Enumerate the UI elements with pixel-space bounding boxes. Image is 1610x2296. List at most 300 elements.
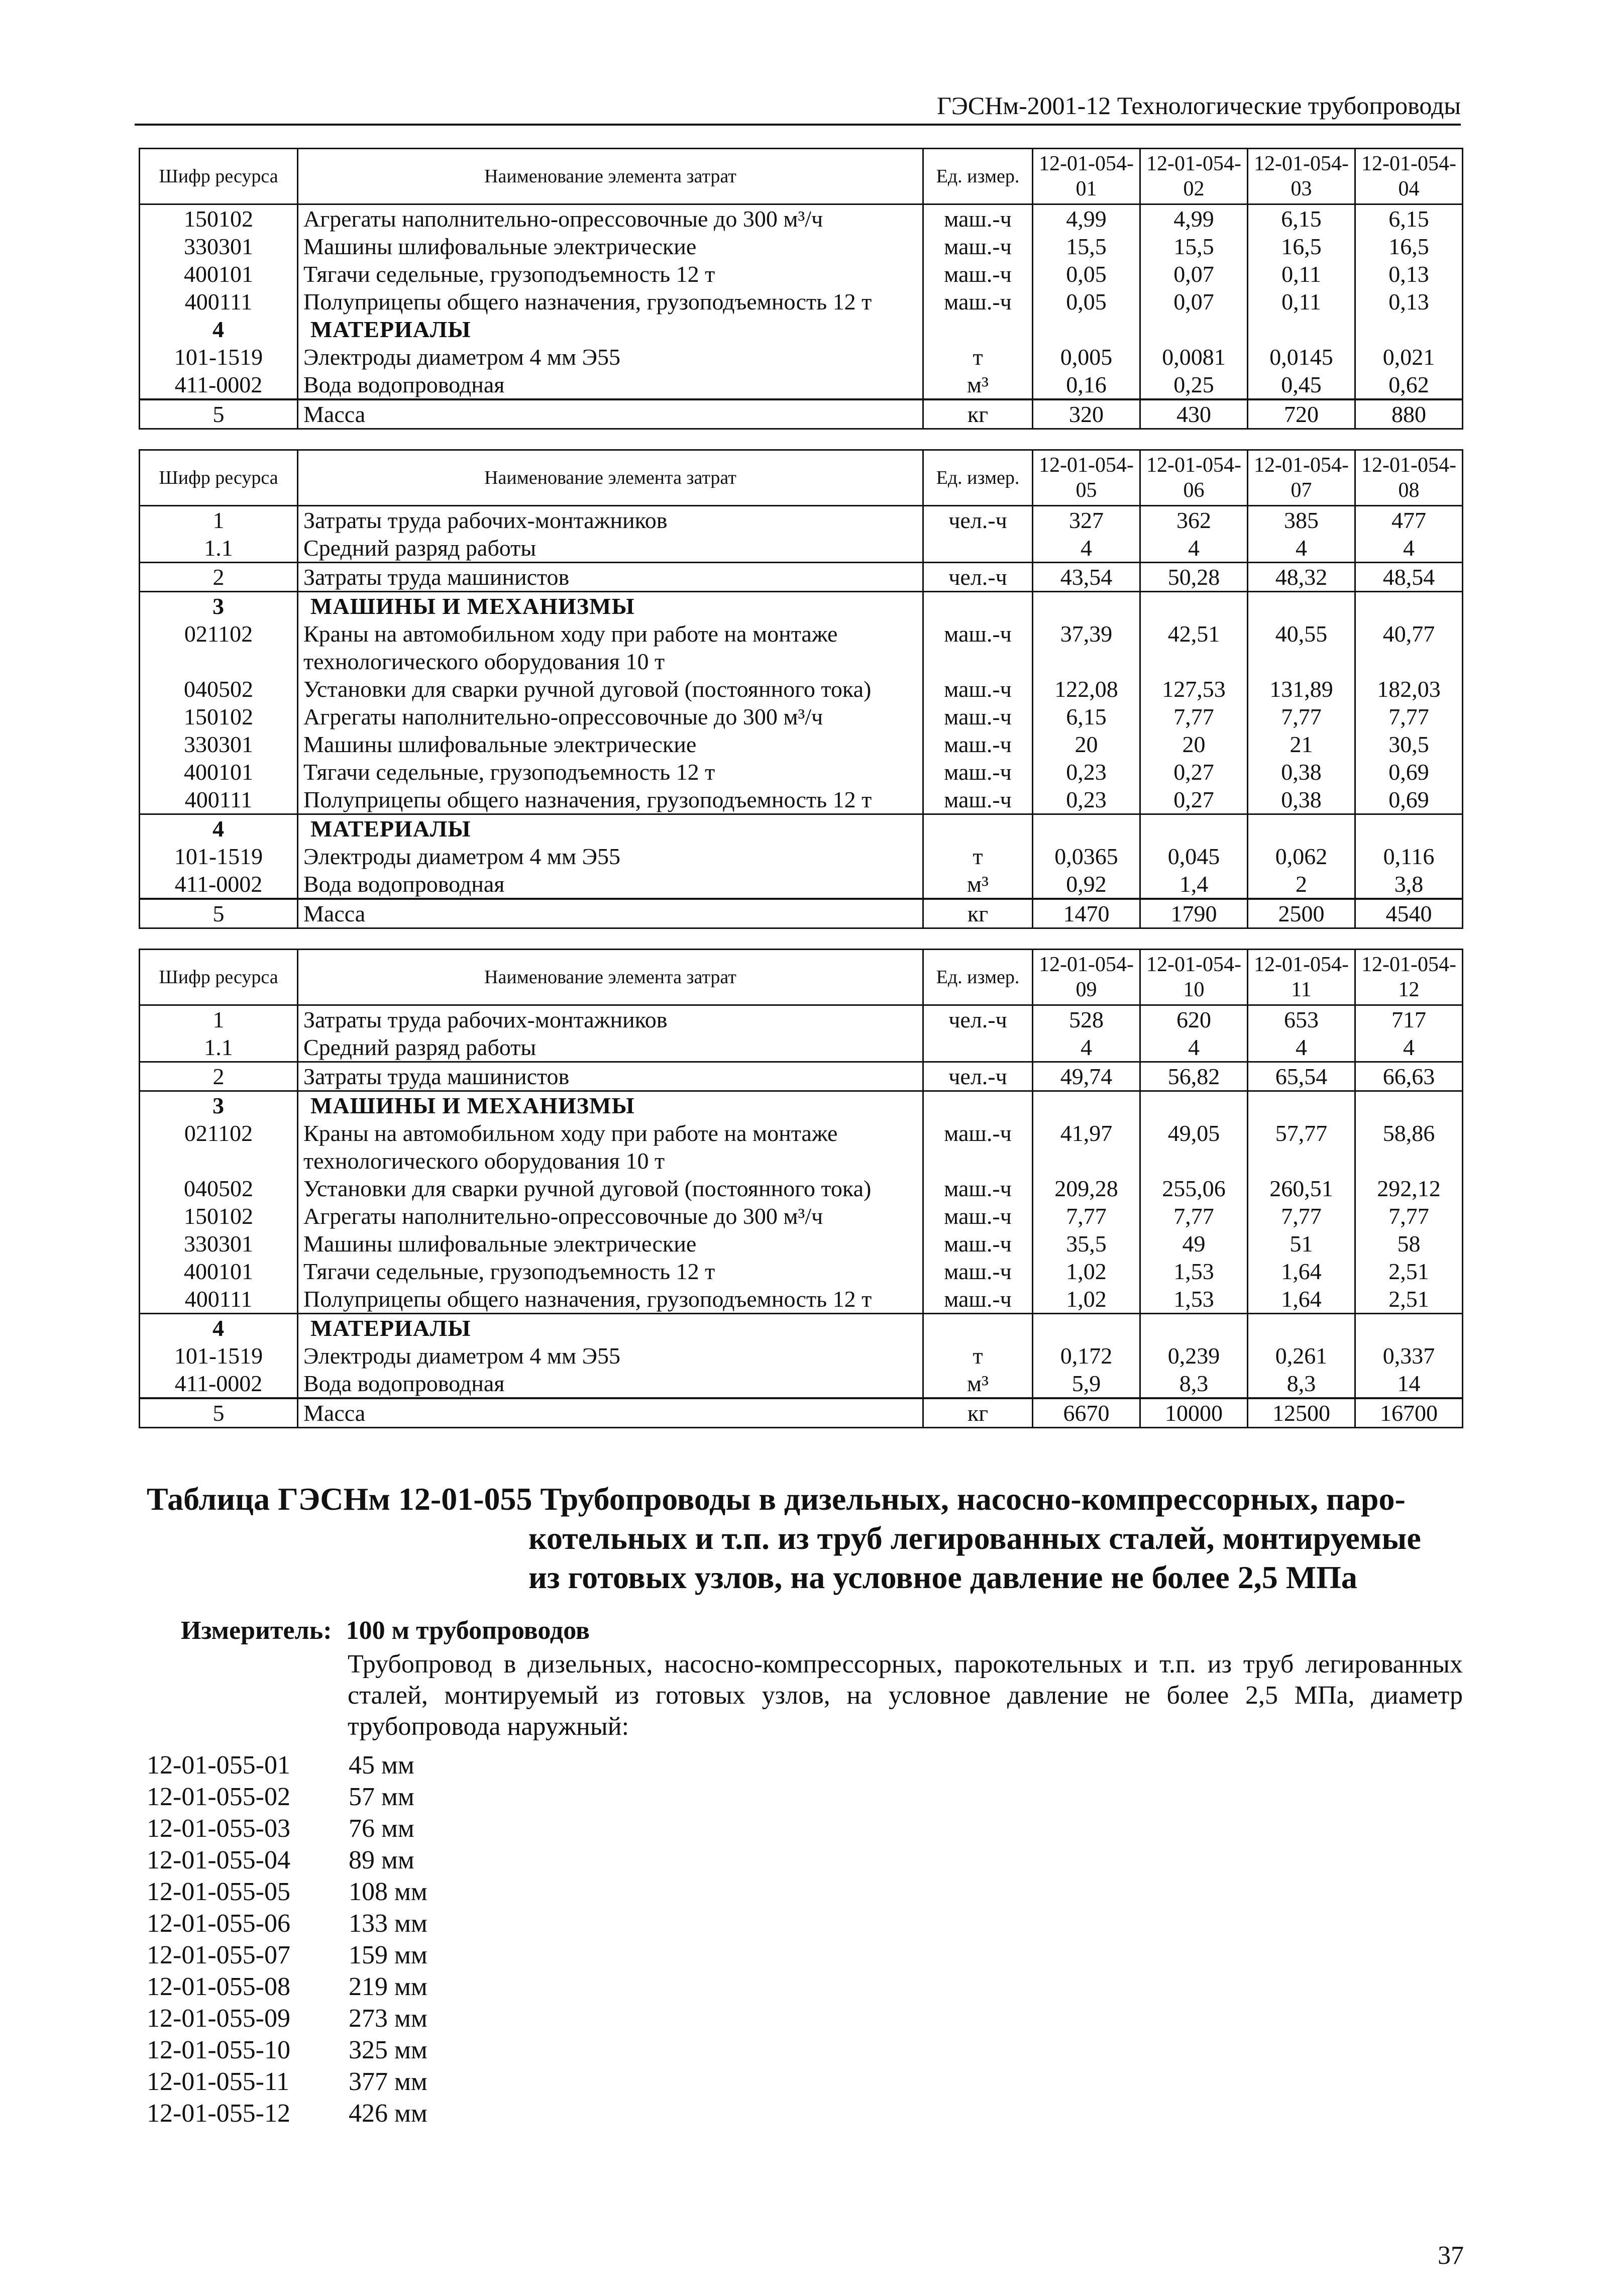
resource-value: 50,28 [1140,563,1248,592]
resource-value: 7,77 [1355,1202,1463,1230]
position-item [147,1844,427,1876]
resource-value: 48,54 [1355,563,1463,592]
resource-name: Электроды диаметром 4 мм Э55 [298,843,923,870]
position-code: 12-01-055-10 [147,2036,290,2064]
resource-unit: маш.-ч [923,288,1033,316]
section-row [140,1314,1463,1342]
resource-code: 101-1519 [140,343,298,371]
resource-value: 0,69 [1355,786,1463,814]
resource-value: 35,5 [1033,1230,1140,1258]
resource-value: 122,08 [1033,675,1140,703]
resource-value: 0,05 [1033,288,1140,316]
resource-unit: маш.-ч [923,260,1033,288]
resource-value: 1470 [1033,899,1140,928]
resource-table-2 [139,449,1463,929]
table-row [140,870,1463,899]
resource-value: 0,337 [1355,1342,1463,1370]
resource-unit: кг [923,899,1033,928]
resource-unit [923,1314,1033,1342]
position-item [147,1749,427,1781]
table-row [140,675,1463,703]
column-header-unit: Ед. измер. [923,450,1033,506]
section-title-line-3: из готовых узлов, на условное давление не более 2,5 МПа [528,1559,1357,1595]
resource-value: 15,5 [1033,233,1140,260]
resource-name: Машины шлифовальные электрические [298,1230,923,1258]
resource-value [1033,814,1140,843]
resource-code: 330301 [140,730,298,758]
resource-value: 0,23 [1033,786,1140,814]
column-header-unit: Ед. измер. [923,149,1033,204]
resource-name: МАТЕРИАЛЫ [298,316,923,343]
resource-value [1248,1091,1355,1120]
resource-value: 7,77 [1248,703,1355,730]
table-row [140,399,1463,429]
resource-unit [923,814,1033,843]
table-row [140,1202,1463,1230]
position-item [147,2066,427,2098]
table-row [140,260,1463,288]
meter-value: 100 м трубопроводов [346,1616,590,1645]
resource-value: 260,51 [1248,1175,1355,1202]
table-row [140,1062,1463,1091]
resource-value: 16,5 [1248,233,1355,260]
resource-value: 15,5 [1140,233,1248,260]
resource-value: 51 [1248,1230,1355,1258]
resource-value: 4 [1140,1033,1248,1062]
resource-name: Масса [298,1398,923,1428]
resource-value: 720 [1248,399,1355,429]
resource-name: МАТЕРИАЛЫ [298,1314,923,1342]
resource-unit: чел.-ч [923,506,1033,535]
position-diameter: 89 мм [349,1846,414,1874]
resource-value [1248,1314,1355,1342]
position-code: 12-01-055-09 [147,2004,290,2033]
resource-code: 101-1519 [140,843,298,870]
resource-value: 6,15 [1355,204,1463,233]
resource-name: Затраты труда машинистов [298,1062,923,1091]
column-header-norm-code: 12-01-054-11 [1248,950,1355,1005]
resource-unit: маш.-ч [923,758,1033,786]
position-item [147,1971,427,2003]
resource-unit: м³ [923,1370,1033,1398]
resource-name: Полуприцепы общего назначения, грузоподъемность 12 т [298,288,923,316]
resource-value: 1,53 [1140,1258,1248,1285]
resource-value: 1790 [1140,899,1248,928]
resource-value: 131,89 [1248,675,1355,703]
section-title-line-1: Таблица ГЭСНм 12-01-055 Трубопроводы в дизельных, насосно-компрессорных, паро- [147,1481,1406,1517]
resource-unit: маш.-ч [923,1285,1033,1314]
resource-name: Масса [298,899,923,928]
resource-value: 4540 [1355,899,1463,928]
resource-code: 2 [140,563,298,592]
table-row [140,534,1463,563]
resource-value [1140,1091,1248,1120]
resource-value: 40,55 [1248,620,1355,675]
position-code: 12-01-055-07 [147,1941,290,1969]
resource-value: 48,32 [1248,563,1355,592]
resource-value: 320 [1033,399,1140,429]
resource-value: 57,77 [1248,1119,1355,1175]
position-code: 12-01-055-08 [147,1972,290,2001]
table-row [140,620,1463,675]
resource-code: 411-0002 [140,1370,298,1398]
resource-unit: маш.-ч [923,1230,1033,1258]
resource-unit: маш.-ч [923,1258,1033,1285]
position-code: 12-01-055-02 [147,1783,290,1811]
resource-unit: маш.-ч [923,675,1033,703]
resource-unit: маш.-ч [923,620,1033,675]
resource-value: 0,27 [1140,786,1248,814]
page-number: 37 [1438,2241,1464,2270]
resource-value [1033,316,1140,343]
section-title-line-2: котельных и т.п. из труб легированных сталей, монтируемые [528,1520,1421,1556]
resource-name: Агрегаты наполнительно-опрессовочные до 300 м³/ч [298,204,923,233]
resource-value: 20 [1033,730,1140,758]
resource-value: 7,77 [1140,1202,1248,1230]
resource-value: 49 [1140,1230,1248,1258]
column-header-norm-code: 12-01-054-10 [1140,950,1248,1005]
position-code: 12-01-055-01 [147,1751,290,1780]
resource-unit [923,316,1033,343]
table-row [140,786,1463,814]
section-title [147,1480,1463,1597]
resource-value: 4,99 [1033,204,1140,233]
resource-unit [923,1033,1033,1062]
resource-unit: маш.-ч [923,703,1033,730]
resource-code: 150102 [140,703,298,730]
resource-value: 14 [1355,1370,1463,1398]
resource-value: 0,13 [1355,260,1463,288]
resource-value: 4 [1248,534,1355,563]
table-row [140,1342,1463,1370]
resource-code: 040502 [140,675,298,703]
resource-code: 1 [140,506,298,535]
resource-name: Электроды диаметром 4 мм Э55 [298,1342,923,1370]
column-header-norm-code: 12-01-054-07 [1248,450,1355,506]
position-item [147,2034,427,2066]
running-title: ГЭСНм-2001-12 Технологические трубопроводы [936,91,1461,120]
resource-value: 0,11 [1248,260,1355,288]
position-item [147,1813,427,1844]
resource-unit: маш.-ч [923,786,1033,814]
resource-unit: т [923,1342,1033,1370]
resource-name: МАШИНЫ И МЕХАНИЗМЫ [298,1091,923,1120]
resource-value: 66,63 [1355,1062,1463,1091]
table-row [140,204,1463,233]
position-code: 12-01-055-12 [147,2099,290,2128]
column-header-norm-code: 12-01-054-09 [1033,950,1140,1005]
resource-code: 411-0002 [140,870,298,899]
resource-value: 2,51 [1355,1285,1463,1314]
resource-value: 0,25 [1140,371,1248,399]
resource-value: 7,77 [1140,703,1248,730]
table-row [140,1033,1463,1062]
resource-value: 20 [1140,730,1248,758]
resource-name: Масса [298,399,923,429]
position-diameter: 219 мм [349,1972,427,2001]
resource-code: 1 [140,1005,298,1034]
resource-unit [923,592,1033,620]
position-code: 12-01-055-03 [147,1814,290,1843]
resource-value: 16,5 [1355,233,1463,260]
page-header [135,90,1461,126]
position-item [147,1939,427,1971]
resource-value: 717 [1355,1005,1463,1034]
resource-value: 4 [1355,1033,1463,1062]
resource-value: 1,02 [1033,1258,1140,1285]
resource-code: 400111 [140,786,298,814]
resource-value [1248,814,1355,843]
resource-unit [923,1091,1033,1120]
resource-unit: чел.-ч [923,1062,1033,1091]
resource-table-1 [139,148,1463,430]
table-row [140,1258,1463,1285]
position-diameter: 159 мм [349,1941,427,1969]
position-item [147,1876,427,1908]
resource-value: 0,261 [1248,1342,1355,1370]
resource-value: 0,11 [1248,288,1355,316]
resource-value: 49,74 [1033,1062,1140,1091]
position-item [147,2098,427,2129]
resource-value: 0,23 [1033,758,1140,786]
resource-value: 1,53 [1140,1285,1248,1314]
resource-value [1355,316,1463,343]
resource-unit: м³ [923,870,1033,899]
resource-name: Вода водопроводная [298,1370,923,1398]
resource-name: Тягачи седельные, грузоподъемность 12 т [298,758,923,786]
resource-value: 0,62 [1355,371,1463,399]
resource-unit: чел.-ч [923,1005,1033,1034]
section-row [140,592,1463,620]
position-diameter: 76 мм [349,1814,414,1843]
resource-code: 1.1 [140,1033,298,1062]
resource-value: 0,045 [1140,843,1248,870]
resource-value: 362 [1140,506,1248,535]
resource-value: 1,64 [1248,1258,1355,1285]
resource-code: 4 [140,814,298,843]
resource-code: 1.1 [140,534,298,563]
column-header-unit: Ед. измер. [923,950,1033,1005]
resource-code: 4 [140,1314,298,1342]
resource-name: Тягачи седельные, грузоподъемность 12 т [298,1258,923,1285]
resource-code: 150102 [140,204,298,233]
resource-value: 16700 [1355,1398,1463,1428]
table-row [140,758,1463,786]
table-row [140,1398,1463,1428]
resource-name: Тягачи седельные, грузоподъемность 12 т [298,260,923,288]
resource-value [1355,1091,1463,1120]
resource-name: Агрегаты наполнительно-опрессовочные до 300 м³/ч [298,703,923,730]
resource-name: Краны на автомобильном ходу при работе на монтаже технологического оборудования 10 т [298,1119,923,1175]
resource-value [1033,1091,1140,1120]
resource-value: 0,69 [1355,758,1463,786]
resource-value: 880 [1355,399,1463,429]
resource-unit: кг [923,1398,1033,1428]
resource-value: 42,51 [1140,620,1248,675]
column-header-code: Шифр ресурса [140,149,298,204]
position-code: 12-01-055-05 [147,1877,290,1906]
resource-value: 4 [1355,534,1463,563]
position-item [147,2003,427,2034]
resource-value: 182,03 [1355,675,1463,703]
resource-value: 4 [1140,534,1248,563]
resource-unit: маш.-ч [923,233,1033,260]
resource-value: 12500 [1248,1398,1355,1428]
position-diameter: 133 мм [349,1909,427,1938]
table-row [140,1370,1463,1398]
resource-value: 0,116 [1355,843,1463,870]
resource-code: 330301 [140,233,298,260]
resource-code: 150102 [140,1202,298,1230]
resource-value [1033,592,1140,620]
position-diameter: 57 мм [349,1783,414,1811]
resource-code: 5 [140,899,298,928]
position-diameter: 45 мм [349,1751,414,1780]
measurement-unit [181,1615,590,1646]
resource-value: 56,82 [1140,1062,1248,1091]
resource-value [1355,814,1463,843]
column-header-code: Шифр ресурса [140,450,298,506]
resource-value: 0,021 [1355,343,1463,371]
table-row [140,703,1463,730]
resource-name: Электроды диаметром 4 мм Э55 [298,343,923,371]
table-row [140,1005,1463,1034]
resource-value [1248,592,1355,620]
resource-value [1033,1314,1140,1342]
resource-value: 8,3 [1248,1370,1355,1398]
table-row [140,843,1463,870]
resource-value: 3,8 [1355,870,1463,899]
resource-value: 65,54 [1248,1062,1355,1091]
resource-code: 4 [140,316,298,343]
resource-value: 528 [1033,1005,1140,1034]
column-header-name: Наименование элемента затрат [298,149,923,204]
table-row [140,506,1463,535]
resource-value: 58,86 [1355,1119,1463,1175]
resource-table-3 [139,949,1463,1428]
resource-code: 400101 [140,260,298,288]
resource-value: 0,13 [1355,288,1463,316]
resource-unit: чел.-ч [923,563,1033,592]
resource-value: 10000 [1140,1398,1248,1428]
resource-value: 0,16 [1033,371,1140,399]
resource-code: 400101 [140,1258,298,1285]
resource-value [1248,316,1355,343]
resource-code: 330301 [140,1230,298,1258]
resource-value [1140,592,1248,620]
resource-value [1140,1314,1248,1342]
resource-value: 21 [1248,730,1355,758]
resource-value [1355,592,1463,620]
resource-unit: маш.-ч [923,1119,1033,1175]
resource-value: 127,53 [1140,675,1248,703]
resource-code: 411-0002 [140,371,298,399]
resource-value: 0,05 [1033,260,1140,288]
resource-name: Полуприцепы общего назначения, грузоподъемность 12 т [298,1285,923,1314]
resource-value: 1,64 [1248,1285,1355,1314]
resource-name: Агрегаты наполнительно-опрессовочные до 300 м³/ч [298,1202,923,1230]
resource-unit: маш.-ч [923,730,1033,758]
resource-value: 5,9 [1033,1370,1140,1398]
table-row [140,1119,1463,1175]
position-diameter: 377 мм [349,2067,427,2096]
position-code: 12-01-055-06 [147,1909,290,1938]
resource-code: 3 [140,592,298,620]
resource-value: 327 [1033,506,1140,535]
column-header-norm-code: 12-01-054-06 [1140,450,1248,506]
resource-value: 7,77 [1355,703,1463,730]
resource-code: 5 [140,399,298,429]
table-row [140,288,1463,316]
resource-value: 2 [1248,870,1355,899]
resource-unit [923,534,1033,563]
norm-description: Трубопровод в дизельных, насосно-компрессорных, парокотельных и т.п. из труб легированных сталей, монтируемый из готовых узлов, на условное давление не более 2,5 МПа, диаметр трубопровода наружный: [348,1650,1463,1741]
column-header-norm-code: 12-01-054-04 [1355,149,1463,204]
column-header-name: Наименование элемента затрат [298,950,923,1005]
resource-code: 021102 [140,620,298,675]
resource-value: 209,28 [1033,1175,1140,1202]
resource-value: 0,27 [1140,758,1248,786]
resource-name: МАШИНЫ И МЕХАНИЗМЫ [298,592,923,620]
resource-value: 0,38 [1248,758,1355,786]
resource-value: 1,02 [1033,1285,1140,1314]
resource-value: 0,07 [1140,260,1248,288]
resource-code: 400101 [140,758,298,786]
table-header-row [140,950,1463,1005]
position-diameter: 108 мм [349,1877,427,1906]
resource-code: 101-1519 [140,1342,298,1370]
position-code: 12-01-055-04 [147,1846,290,1874]
resource-value: 4 [1248,1033,1355,1062]
resource-unit: маш.-ч [923,204,1033,233]
table-row [140,233,1463,260]
resource-unit: м³ [923,371,1033,399]
resource-name: Затраты труда машинистов [298,563,923,592]
resource-name: Средний разряд работы [298,534,923,563]
position-item [147,1781,427,1813]
resource-value: 58 [1355,1230,1463,1258]
resource-value: 653 [1248,1005,1355,1034]
resource-value: 8,3 [1140,1370,1248,1398]
resource-name: МАТЕРИАЛЫ [298,814,923,843]
resource-name: Вода водопроводная [298,371,923,399]
resource-value: 49,05 [1140,1119,1248,1175]
resource-value: 43,54 [1033,563,1140,592]
resource-value: 0,92 [1033,870,1140,899]
position-diameter: 325 мм [349,2036,427,2064]
column-header-code: Шифр ресурса [140,950,298,1005]
resource-value: 255,06 [1140,1175,1248,1202]
resource-value: 1,4 [1140,870,1248,899]
resource-value: 37,39 [1033,620,1140,675]
resource-value: 0,172 [1033,1342,1140,1370]
resource-name: Средний разряд работы [298,1033,923,1062]
resource-value: 0,0081 [1140,343,1248,371]
resource-value: 6670 [1033,1398,1140,1428]
resource-unit: т [923,843,1033,870]
table-row [140,343,1463,371]
section-row [140,316,1463,343]
column-header-norm-code: 12-01-054-12 [1355,950,1463,1005]
resource-value: 41,97 [1033,1119,1140,1175]
resource-value: 0,239 [1140,1342,1248,1370]
table-row [140,563,1463,592]
resource-code: 400111 [140,1285,298,1314]
resource-name: Установки для сварки ручной дуговой (постоянного тока) [298,1175,923,1202]
resource-unit: кг [923,399,1033,429]
table-row [140,1175,1463,1202]
column-header-norm-code: 12-01-054-03 [1248,149,1355,204]
